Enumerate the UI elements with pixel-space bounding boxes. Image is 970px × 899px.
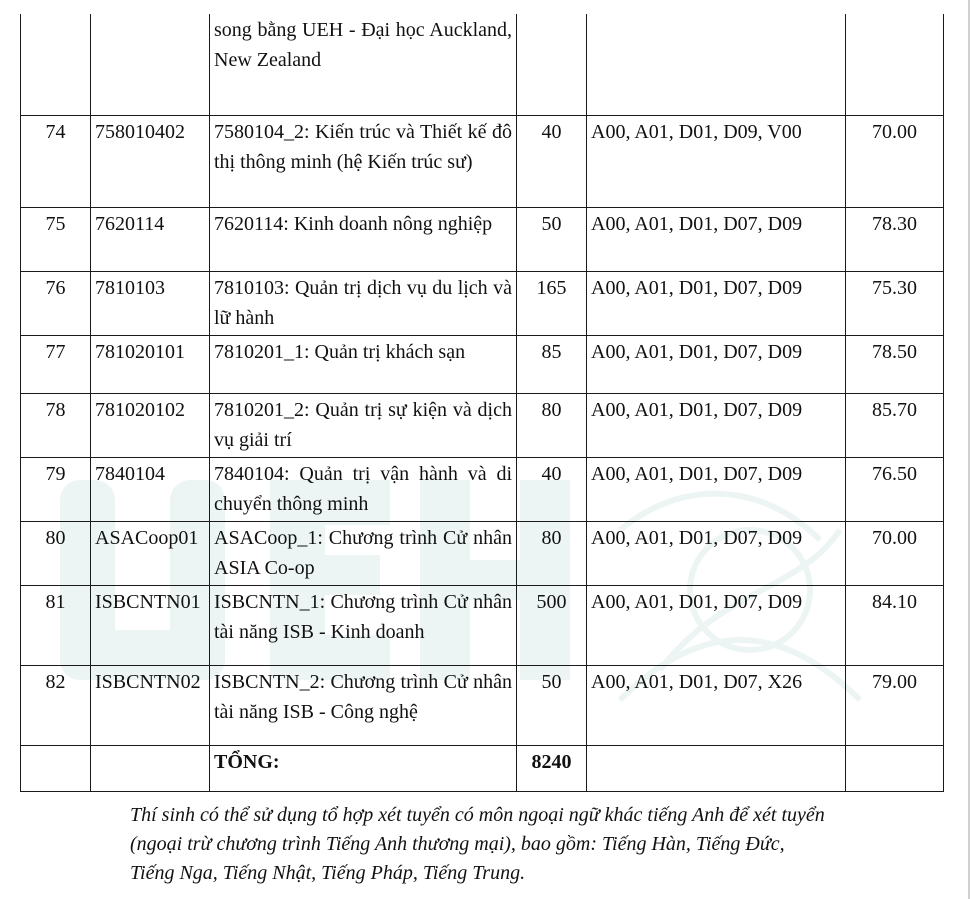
cell-code: 758010402 — [91, 115, 210, 207]
cell-combos: A00, A01, D01, D09, V00 — [587, 115, 846, 207]
cell-score — [846, 14, 944, 115]
admissions-table — [20, 14, 944, 792]
table-row — [21, 457, 944, 521]
cell-stt: 74 — [21, 115, 91, 207]
cell-empty — [846, 745, 944, 791]
cell-code: ASACoop01 — [91, 521, 210, 585]
cell-stt — [21, 14, 91, 115]
cell-program-name: ISBCNTN_2: Chương trình Cử nhân tài năng ISB - Công nghệ — [210, 665, 517, 745]
table-row — [21, 585, 944, 665]
cell-quota: 50 — [517, 207, 587, 271]
cell-quota — [517, 14, 587, 115]
table-row — [21, 393, 944, 457]
cell-combos — [587, 14, 846, 115]
cell-code: 7620114 — [91, 207, 210, 271]
table-row — [21, 207, 944, 271]
cell-quota: 500 — [517, 585, 587, 665]
cell-combos: A00, A01, D01, D07, X26 — [587, 665, 846, 745]
cell-score: 78.30 — [846, 207, 944, 271]
table-row — [21, 335, 944, 393]
table-row — [21, 665, 944, 745]
cell-program-name: song bằng UEH - Đại học Auckland, New Zealand — [210, 14, 517, 115]
cell-combos: A00, A01, D01, D07, D09 — [587, 585, 846, 665]
cell-score: 70.00 — [846, 115, 944, 207]
cell-combos: A00, A01, D01, D07, D09 — [587, 207, 846, 271]
total-label: TỔNG: — [210, 745, 517, 791]
cell-code: 7840104 — [91, 457, 210, 521]
cell-program-name: 7810201_2: Quản trị sự kiện và dịch vụ giải trí — [210, 393, 517, 457]
cell-quota: 50 — [517, 665, 587, 745]
table-row — [21, 271, 944, 335]
cell-combos: A00, A01, D01, D07, D09 — [587, 521, 846, 585]
table-row — [21, 14, 944, 115]
cell-quota: 80 — [517, 393, 587, 457]
cell-code: 781020101 — [91, 335, 210, 393]
cell-stt: 80 — [21, 521, 91, 585]
cell-score: 76.50 — [846, 457, 944, 521]
cell-stt: 79 — [21, 457, 91, 521]
cell-score: 79.00 — [846, 665, 944, 745]
cell-stt: 75 — [21, 207, 91, 271]
cell-stt: 78 — [21, 393, 91, 457]
cell-quota: 85 — [517, 335, 587, 393]
table-row — [21, 115, 944, 207]
cell-quota: 40 — [517, 115, 587, 207]
cell-score: 78.50 — [846, 335, 944, 393]
cell-code — [91, 14, 210, 115]
cell-program-name: ISBCNTN_1: Chương trình Cử nhân tài năng ISB - Kinh doanh — [210, 585, 517, 665]
cell-code: ISBCNTN02 — [91, 665, 210, 745]
cell-stt: 82 — [21, 665, 91, 745]
cell-program-name: 7620114: Kinh doanh nông nghiệp — [210, 207, 517, 271]
cell-code: 781020102 — [91, 393, 210, 457]
cell-combos: A00, A01, D01, D07, D09 — [587, 393, 846, 457]
cell-empty — [21, 745, 91, 791]
cell-stt: 76 — [21, 271, 91, 335]
cell-combos: A00, A01, D01, D07, D09 — [587, 457, 846, 521]
cell-score: 75.30 — [846, 271, 944, 335]
cell-score: 84.10 — [846, 585, 944, 665]
cell-stt: 77 — [21, 335, 91, 393]
cell-code: ISBCNTN01 — [91, 585, 210, 665]
cell-empty — [91, 745, 210, 791]
cell-combos: A00, A01, D01, D07, D09 — [587, 271, 846, 335]
cell-quota: 165 — [517, 271, 587, 335]
cell-program-name: 7810103: Quản trị dịch vụ du lịch và lữ hành — [210, 271, 517, 335]
cell-combos: A00, A01, D01, D07, D09 — [587, 335, 846, 393]
cell-code: 7810103 — [91, 271, 210, 335]
cell-program-name: 7580104_2: Kiến trúc và Thiết kế đô thị thông minh (hệ Kiến trúc sư) — [210, 115, 517, 207]
table-total-row — [21, 745, 944, 791]
cell-program-name: 7840104: Quản trị vận hành và di chuyển thông minh — [210, 457, 517, 521]
cell-stt: 81 — [21, 585, 91, 665]
total-quota: 8240 — [517, 745, 587, 791]
table-row — [21, 521, 944, 585]
cell-quota: 80 — [517, 521, 587, 585]
footnote: Thí sinh có thể sử dụng tổ hợp xét tuyển có môn ngoại ngữ khác tiếng Anh để xét tuyển (ngoại trừ chương trình Tiếng Anh thương mại), bao gồm: Tiếng Hàn, Tiếng Đức, Tiếng Nga, Tiếng Nhật, Tiếng Pháp, Tiếng Trung. — [130, 804, 825, 884]
cell-empty — [587, 745, 846, 791]
cell-score: 70.00 — [846, 521, 944, 585]
cell-quota: 40 — [517, 457, 587, 521]
cell-score: 85.70 — [846, 393, 944, 457]
cell-program-name: 7810201_1: Quản trị khách sạn — [210, 335, 517, 393]
cell-program-name: ASACoop_1: Chương trình Cử nhân ASIA Co-op — [210, 521, 517, 585]
